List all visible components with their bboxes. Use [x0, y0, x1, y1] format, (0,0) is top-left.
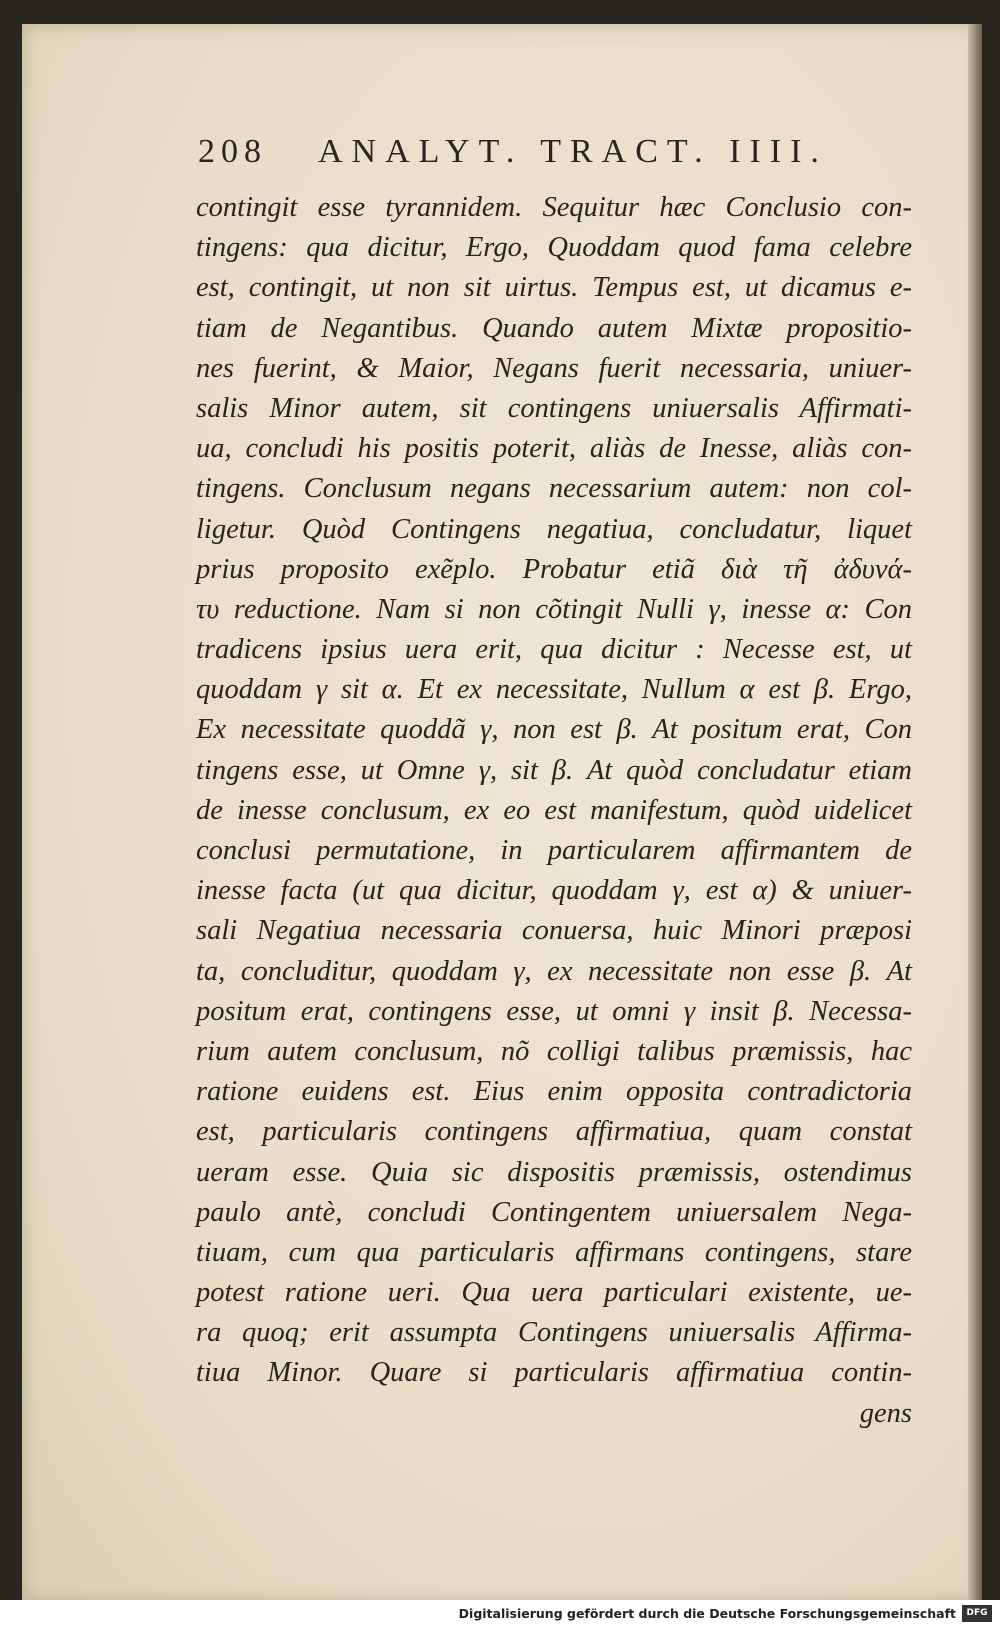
text-line: est, particularis contingens affirmatiua, quam constat [196, 1116, 912, 1148]
text-line: conclusi permutatione, in particularem affirmantem de [196, 835, 912, 866]
text-line: tingens. Conclusum negans necessarium autem: non col- [196, 473, 912, 505]
text-line: tiuam, cum qua particularis affirmans contingens, stare [196, 1236, 912, 1268]
text-line: tradicens ipsius uera erit, qua dicitur : Necesse est, ut [196, 634, 912, 666]
text-line: tingens: qua dicitur, Ergo, Quoddam quod fama celebre [196, 232, 912, 264]
text-line: sali Negatiua necessaria conuersa, huic Minori præposi [196, 915, 912, 947]
text-line: tiua Minor. Quare si particularis affirmatiua contin- [196, 1357, 912, 1389]
text-line: ua, concludi his positis poterit, aliàs de Inesse, aliàs con- [196, 433, 912, 465]
text-line: ta, concluditur, quoddam γ, ex necessitate non esse β. At [196, 955, 912, 987]
text-line: tingens esse, ut Omne γ, sit β. At quòd concludatur etiam [196, 754, 912, 786]
footer-credit: Digitalisierung gefördert durch die Deutsche Forschungsgemeinschaft [458, 1606, 956, 1621]
text-line: potest ratione ueri. Qua uera particulari existente, ue- [196, 1277, 912, 1309]
text-line: ra quoq; erit assumpta Contingens uniuersalis Affirma- [196, 1317, 912, 1349]
page-number: 208 [198, 133, 267, 170]
text-line: nes fuerint, & Maior, Negans fuerit necessaria, uniuer- [196, 352, 912, 384]
page-header [198, 133, 898, 183]
text-line: salis Minor autem, sit contingens uniuersalis Affirmati- [196, 392, 912, 424]
text-line: ligetur. Quòd Contingens negatiua, concludatur, liquet [196, 513, 912, 545]
dfg-logo: DFG [962, 1605, 992, 1622]
text-line: est, contingit, ut non sit uirtus. Tempus est, ut dicamus e- [196, 272, 912, 304]
text-line: prius proposito exẽplo. Probatur etiã διὰ τῆ ἀδυνά- [196, 553, 912, 585]
text-line: de inesse conclusum, ex eo est manifestum, quòd uidelicet [196, 794, 912, 826]
running-head: ANALYT. TRACT. IIII. [318, 133, 828, 170]
text-line: paulo antè, concludi Contingentem uniuersalem Nega- [196, 1196, 912, 1228]
text-line: Ex necessitate quoddã γ, non est β. At positum erat, Con [196, 714, 912, 746]
text-line: τυ reductione. Nam si non cõtingit Nulli γ, inesse α: Con [196, 593, 912, 625]
footer-bar [0, 1600, 1000, 1628]
text-line: contingit esse tyrannidem. Sequitur hæc Conclusio con- [196, 192, 912, 223]
page-gutter [968, 24, 982, 1602]
text-line: gens [859, 1397, 912, 1429]
text-line: rium autem conclusum, nõ colligi talibus præmissis, hac [196, 1035, 912, 1067]
text-line: positum erat, contingens esse, ut omni γ insit β. Necessa- [196, 995, 912, 1027]
text-line: ratione euidens est. Eius enim opposita contradictoria [196, 1076, 912, 1108]
text-line: ueram esse. Quia sic dispositis præmissis, ostendimus [196, 1156, 912, 1188]
text-line: inesse facta (ut qua dicitur, quoddam γ, est α) & uniuer- [196, 875, 912, 907]
text-line: tiam de Negantibus. Quando autem Mixtæ propositio- [196, 312, 912, 344]
body-text [196, 188, 912, 1434]
text-line: quoddam γ sit α. Et ex necessitate, Nullum α est β. Ergo, [196, 674, 912, 706]
